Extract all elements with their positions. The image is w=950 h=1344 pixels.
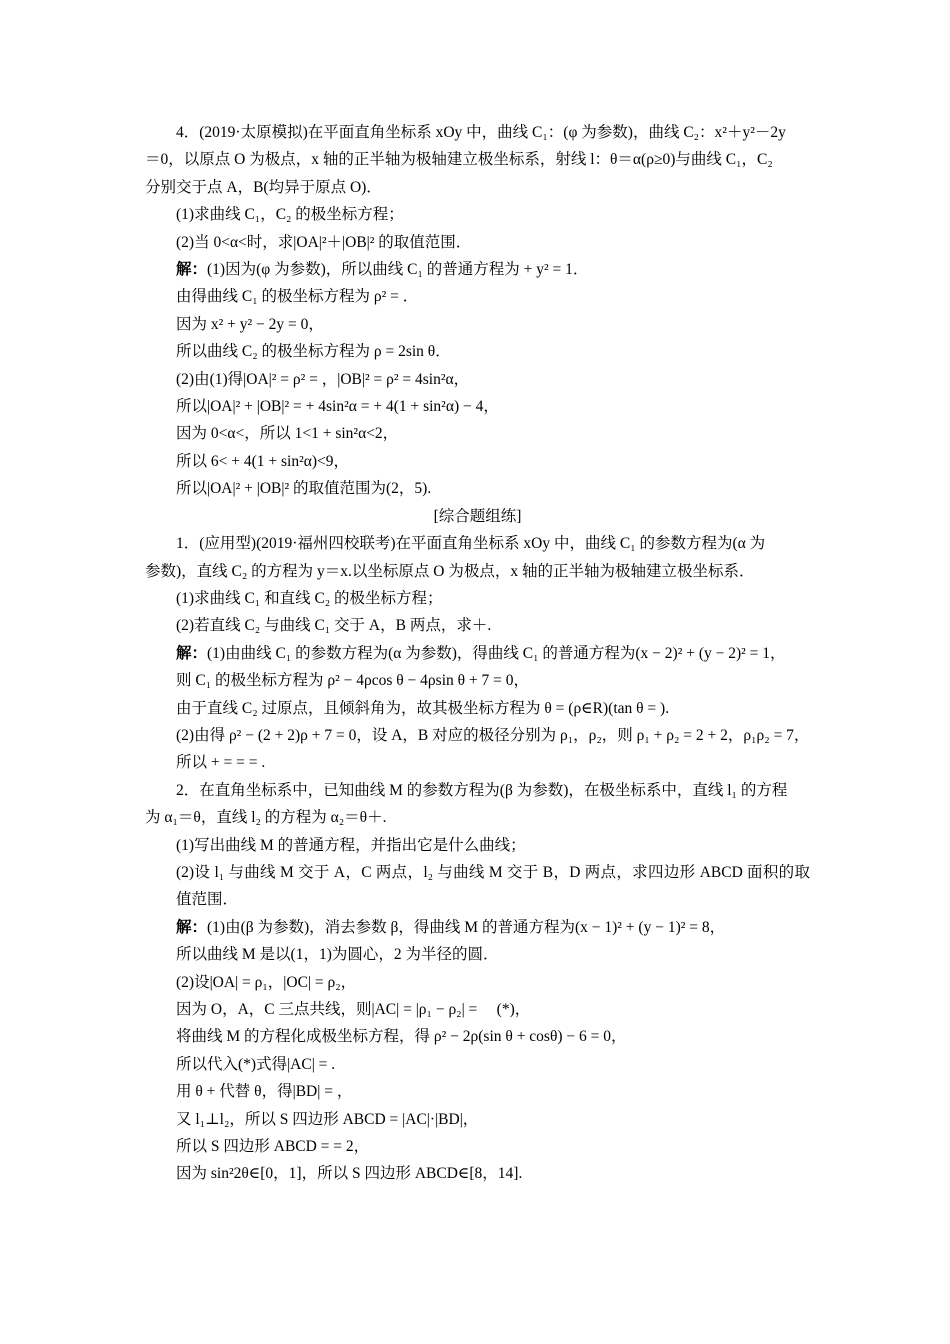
problem4-line2: ＝0，以原点 O 为极点，x 轴的正半轴为极轴建立极坐标系，射线 l：θ＝α(ρ≥0)与曲线 C₁，C₂ [145,151,773,169]
problem4-question2: (2)当 0<α<时，求|OA|²＋|OB|² 的取值范围． [176,233,472,251]
solution-label: 解： [176,644,208,662]
problem2-solution-line10: 因为 sin²2θ∈[0，1]，所以 S 四边形 ABCD∈[8，14]. [176,1165,523,1183]
solution-text: (1)由曲线 C₁ 的参数方程为(α 为参数)，得曲线 C₁ 的普通方程为(x − 2)² + (y − 2)² = 1， [207,644,786,662]
problem4-solution-line9: 所以|OA|² + |OB|² 的取值范围为(2，5). [176,480,432,498]
problem2-question2: (2)设 l₁ 与曲线 M 交于 A，C 两点，l₂ 与曲线 M 交于 B，D 两点，求四边形 ABCD 面积的取值范围． [176,863,810,909]
problem2-solution-line9: 所以 S 四边形 ABCD = = 2， [176,1138,370,1156]
problem4-solution-line5: (2)由(1)得|OA|² = ρ² = ，|OB|² = ρ² = 4sin²α， [176,370,470,388]
section-title: [综合题组练] [433,507,522,525]
problem4-solution-line6: 所以|OA|² + |OB|² = + 4sin²α = + 4(1 + sin²α) − 4， [176,398,499,416]
problem4-line1: 4．(2019·太原模拟)在平面直角坐标系 xOy 中，曲线 C₁：(φ 为参数)，曲线 C₂：x²＋y²－2y [176,124,786,141]
problem2-solution-line1 [145,914,810,941]
problem4-solution-line8: 所以 6< + 4(1 + sin²α)<9， [176,452,350,470]
problem2-solution-line5: 将曲线 M 的方程化成极坐标方程，得 ρ² − 2ρ(sin θ + cosθ) − 6 = 0， [176,1028,627,1046]
problem2-solution-line2: 所以曲线 M 是以(1，1)为圆心，2 为半径的圆． [176,946,499,964]
problem4-solution-line4: 所以曲线 C₂ 的极坐标方程为 ρ = 2sin θ． [176,343,451,361]
problem4-line3: 分别交于点 A，B(均异于原点 O)． [145,178,382,196]
problem4-solution-line1 [145,256,810,283]
problem4-solution-line2: 由得曲线 C₁ 的极坐标方程为 ρ² = ． [176,288,419,306]
problem2-solution-line3: (2)设|OA| = ρ₁，|OC| = ρ₂， [176,973,357,991]
problem2-solution-line8: 又 l₁⊥l₂，所以 S 四边形 ABCD = |AC|·|BD|， [176,1110,479,1128]
problem2-solution-line4: 因为 O，A，C 三点共线，则|AC| = |ρ₁ − ρ₂| = (*)， [176,1001,531,1018]
problem2-solution-line6: 所以代入(*)式得|AC| = . [176,1055,336,1073]
problem1-solution-line1 [145,640,810,667]
problem1-solution-line4: (2)由得 ρ² − (2 + 2)ρ + 7 = 0，设 A，B 对应的极径分别为 ρ₁，ρ₂，则 ρ₁ + ρ₂ = 2 + 2，ρ₁ρ₂ = 7， [176,726,810,744]
document-body [145,119,810,1188]
problem2-line2: 为 α₁＝θ，直线 l₂ 的方程为 α₂＝θ＋. [145,809,387,827]
solution-label: 解： [176,918,208,936]
problem4-solution-line3: 因为 x² + y² − 2y = 0， [176,315,324,333]
solution-text: (1)由(β 为参数)，消去参数 β，得曲线 M 的普通方程为(x − 1)² + (y − 1)² = 8， [207,918,726,936]
problem1-question2: (2)若直线 C₂ 与曲线 C₁ 交于 A，B 两点，求＋. [176,617,492,635]
problem1-solution-line3: 由于直线 C₂ 过原点，且倾斜角为，故其极坐标方程为 θ = (ρ∈R)(tan θ = ). [176,699,670,717]
solution-label: 解： [176,261,208,279]
problem2-solution-line7: 用 θ + 代替 θ，得|BD| = ， [176,1083,353,1101]
problem1-solution-line2: 则 C₁ 的极坐标方程为 ρ² − 4ρcos θ − 4ρsin θ + 7 = 0， [176,672,530,690]
problem1-solution-line5: 所以 + = = = . [176,754,266,772]
problem1-line2: 参数)，直线 C₂ 的方程为 y＝x.以坐标原点 O 为极点，x 轴的正半轴为极轴建立极坐标系． [145,562,755,580]
problem1-question1: (1)求曲线 C₁ 和直线 C₂ 的极坐标方程； [176,589,443,607]
problem1-line1: 1．(应用型)(2019·福州四校联考)在平面直角坐标系 xOy 中，曲线 C₁ 的参数方程为(α 为 [176,535,766,553]
problem4-solution-line7: 因为 0<α<，所以 1<1 + sin²α<2， [176,425,399,443]
problem2-question1: (1)写出曲线 M 的普通方程，并指出它是什么曲线； [176,836,526,854]
problem2-line1: 2．在直角坐标系中，已知曲线 M 的参数方程为(β 为参数)，在极坐标系中，直线 l₁ 的方程 [176,781,788,799]
solution-text: (1)因为(φ 为参数)，所以曲线 C₁ 的普通方程为 + y² = 1． [207,261,589,279]
problem4-question1: (1)求曲线 C₁，C₂ 的极坐标方程； [176,206,404,224]
